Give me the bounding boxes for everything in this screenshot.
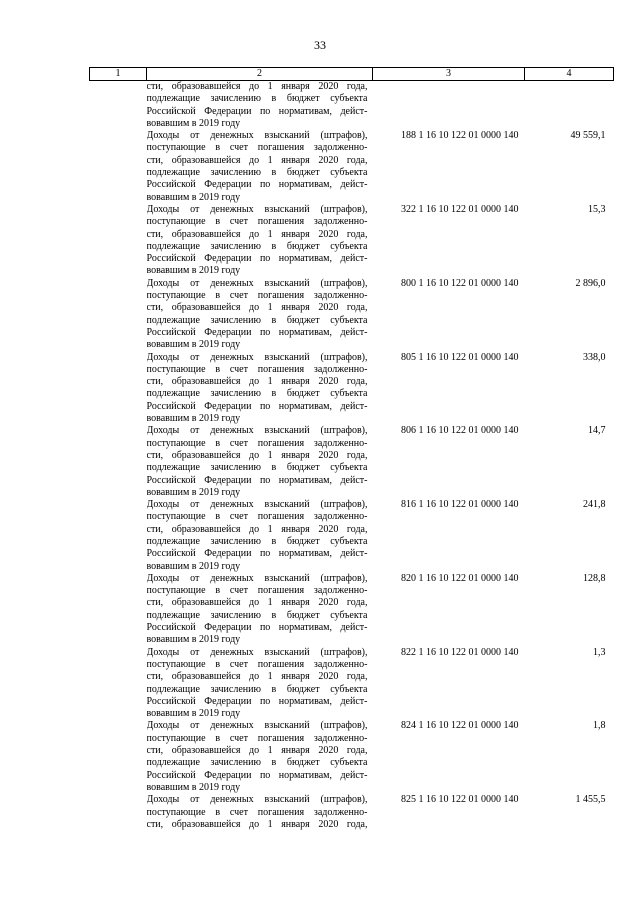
description-line: сти, образовавшейся до 1 января 2020 года, xyxy=(146,671,368,683)
description-line: вовавшим в 2019 году xyxy=(146,781,241,793)
row-amount: 1 455,5 xyxy=(575,794,606,806)
row-amount: 338,0 xyxy=(583,351,606,363)
header-row xyxy=(90,68,614,81)
table-row xyxy=(90,794,614,831)
description-line: вовавшим в 2019 году xyxy=(146,413,241,425)
empty-cell xyxy=(90,499,147,573)
description-line: подлежащие зачислению в бюджет субъекта xyxy=(146,93,368,105)
row-amount: 49 559,1 xyxy=(570,130,606,142)
table-row xyxy=(90,352,614,426)
description-line: поступающие в счет погашения задолженно- xyxy=(146,511,368,523)
description-line: поступающие в счет погашения задолженно- xyxy=(146,732,368,744)
row-amount: 1,8 xyxy=(593,720,606,732)
description-line: Доходы от денежных взысканий (штрафов), xyxy=(146,646,368,658)
description-line: подлежащие зачислению в бюджет субъекта xyxy=(146,167,368,179)
table-row xyxy=(90,130,614,204)
description-line: подлежащие зачислению в бюджет субъекта xyxy=(146,683,368,695)
header-col-3: 3 xyxy=(373,68,525,81)
description-line: сти, образовавшейся до 1 января 2020 года, xyxy=(146,228,368,240)
continuation-description xyxy=(147,81,373,131)
row-code: 322 1 16 10 122 01 0000 140 xyxy=(401,203,519,215)
description-line: поступающие в счет погашения задолженно- xyxy=(146,142,368,154)
description-line: Российской Федерации по нормативам, дейст- xyxy=(146,695,368,707)
row-code: 822 1 16 10 122 01 0000 140 xyxy=(401,646,519,658)
table-body xyxy=(90,81,614,832)
description-line: поступающие в счет погашения задолженно- xyxy=(146,585,368,597)
table-row xyxy=(90,720,614,794)
table-row xyxy=(90,278,614,352)
continuation-row xyxy=(90,81,614,131)
table-row xyxy=(90,204,614,278)
description-line: сти, образовавшейся до 1 января 2020 года, xyxy=(146,818,368,830)
description-line: Доходы от денежных взысканий (штрафов), xyxy=(146,203,368,215)
row-description xyxy=(147,794,373,831)
description-line: подлежащие зачислению в бюджет субъекта xyxy=(146,757,368,769)
table-row xyxy=(90,425,614,499)
row-description xyxy=(147,352,373,426)
empty-cell xyxy=(90,278,147,352)
description-line: Российской Федерации по нормативам, дейст- xyxy=(146,548,368,560)
empty-cell xyxy=(90,352,147,426)
empty-cell xyxy=(90,130,147,204)
row-amount: 2 896,0 xyxy=(575,277,606,289)
description-line: Российской Федерации по нормативам, дейст- xyxy=(146,179,368,191)
row-code: 825 1 16 10 122 01 0000 140 xyxy=(401,794,519,806)
description-line: поступающие в счет погашения задолженно- xyxy=(146,363,368,375)
description-line: Российской Федерации по нормативам, дейст- xyxy=(146,474,368,486)
row-description xyxy=(147,425,373,499)
row-code: 188 1 16 10 122 01 0000 140 xyxy=(401,130,519,142)
empty-cell xyxy=(90,720,147,794)
row-code: 820 1 16 10 122 01 0000 140 xyxy=(401,572,519,584)
description-line: вовавшим в 2019 году xyxy=(146,708,241,720)
description-line: вовавшим в 2019 году xyxy=(146,191,241,203)
description-line: сти, образовавшейся до 1 января 2020 года, xyxy=(146,745,368,757)
description-line: Доходы от денежных взысканий (штрафов), xyxy=(146,425,368,437)
table-row xyxy=(90,499,614,573)
description-line: поступающие в счет погашения задолженно- xyxy=(146,216,368,228)
table-row xyxy=(90,647,614,721)
description-line: подлежащие зачислению в бюджет субъекта xyxy=(146,240,368,252)
description-line: вовавшим в 2019 году xyxy=(146,265,241,277)
row-description xyxy=(147,499,373,573)
description-line: сти, образовавшейся до 1 января 2020 года, xyxy=(146,154,368,166)
description-line: сти, образовавшейся до 1 января 2020 года, xyxy=(146,302,368,314)
row-amount: 1,3 xyxy=(593,646,606,658)
row-code: 800 1 16 10 122 01 0000 140 xyxy=(401,277,519,289)
row-amount: 128,8 xyxy=(583,572,606,584)
empty-cell xyxy=(90,204,147,278)
description-line: Российской Федерации по нормативам, дейст- xyxy=(146,769,368,781)
row-amount: 241,8 xyxy=(583,499,606,511)
description-line: вовавшим в 2019 году xyxy=(146,486,241,498)
revenue-table xyxy=(89,67,614,831)
row-amount: 15,3 xyxy=(588,203,606,215)
empty-cell xyxy=(525,81,614,131)
description-line: подлежащие зачислению в бюджет субъекта xyxy=(146,388,368,400)
page-number: 33 xyxy=(314,38,326,52)
description-line: Российской Федерации по нормативам, дейст- xyxy=(146,105,368,117)
description-line: вовавшим в 2019 году xyxy=(146,117,241,129)
empty-cell xyxy=(90,647,147,721)
row-description xyxy=(147,573,373,647)
description-line: Доходы от денежных взысканий (штрафов), xyxy=(146,277,368,289)
empty-cell xyxy=(373,81,525,131)
row-code: 805 1 16 10 122 01 0000 140 xyxy=(401,351,519,363)
description-line: Доходы от денежных взысканий (штрафов), xyxy=(146,794,368,806)
description-line: поступающие в счет погашения задолженно- xyxy=(146,806,368,818)
description-line: Российской Федерации по нормативам, дейст- xyxy=(146,326,368,338)
row-description xyxy=(147,278,373,352)
empty-cell xyxy=(90,81,147,131)
description-line: сти, образовавшейся до 1 января 2020 года, xyxy=(146,523,368,535)
empty-cell xyxy=(90,425,147,499)
description-line: Российской Федерации по нормативам, дейст- xyxy=(146,253,368,265)
row-description xyxy=(147,720,373,794)
description-line: Доходы от денежных взысканий (штрафов), xyxy=(146,499,368,511)
row-code: 824 1 16 10 122 01 0000 140 xyxy=(401,720,519,732)
header-col-1: 1 xyxy=(90,68,147,81)
description-line: Доходы от денежных взысканий (штрафов), xyxy=(146,130,368,142)
description-line: сти, образовавшейся до 1 января 2020 года, xyxy=(146,597,368,609)
table-row xyxy=(90,573,614,647)
description-line: Доходы от денежных взысканий (штрафов), xyxy=(146,572,368,584)
header-col-4: 4 xyxy=(525,68,614,81)
description-line: Российской Федерации по нормативам, дейст- xyxy=(146,622,368,634)
description-line: Доходы от денежных взысканий (штрафов), xyxy=(146,351,368,363)
row-description xyxy=(147,647,373,721)
description-line: подлежащие зачислению в бюджет субъекта xyxy=(146,314,368,326)
description-line: вовавшим в 2019 году xyxy=(146,560,241,572)
header-col-2: 2 xyxy=(147,68,373,81)
row-code: 816 1 16 10 122 01 0000 140 xyxy=(401,499,519,511)
description-line: подлежащие зачислению в бюджет субъекта xyxy=(146,535,368,547)
description-line: вовавшим в 2019 году xyxy=(146,339,241,351)
description-line: Российской Федерации по нормативам, дейст- xyxy=(146,400,368,412)
empty-cell xyxy=(90,573,147,647)
description-line: сти, образовавшейся до 1 января 2020 года, xyxy=(146,81,368,92)
empty-cell xyxy=(90,794,147,831)
row-description xyxy=(147,204,373,278)
description-line: поступающие в счет погашения задолженно- xyxy=(146,437,368,449)
row-code: 806 1 16 10 122 01 0000 140 xyxy=(401,425,519,437)
description-line: сти, образовавшейся до 1 января 2020 года, xyxy=(146,376,368,388)
description-line: поступающие в счет погашения задолженно- xyxy=(146,290,368,302)
description-line: вовавшим в 2019 году xyxy=(146,634,241,646)
description-line: подлежащие зачислению в бюджет субъекта xyxy=(146,462,368,474)
description-line: Доходы от денежных взысканий (штрафов), xyxy=(146,720,368,732)
description-line: сти, образовавшейся до 1 января 2020 года, xyxy=(146,449,368,461)
description-line: поступающие в счет погашения задолженно- xyxy=(146,658,368,670)
row-description xyxy=(147,130,373,204)
row-amount: 14,7 xyxy=(588,425,606,437)
description-line: подлежащие зачислению в бюджет субъекта xyxy=(146,609,368,621)
